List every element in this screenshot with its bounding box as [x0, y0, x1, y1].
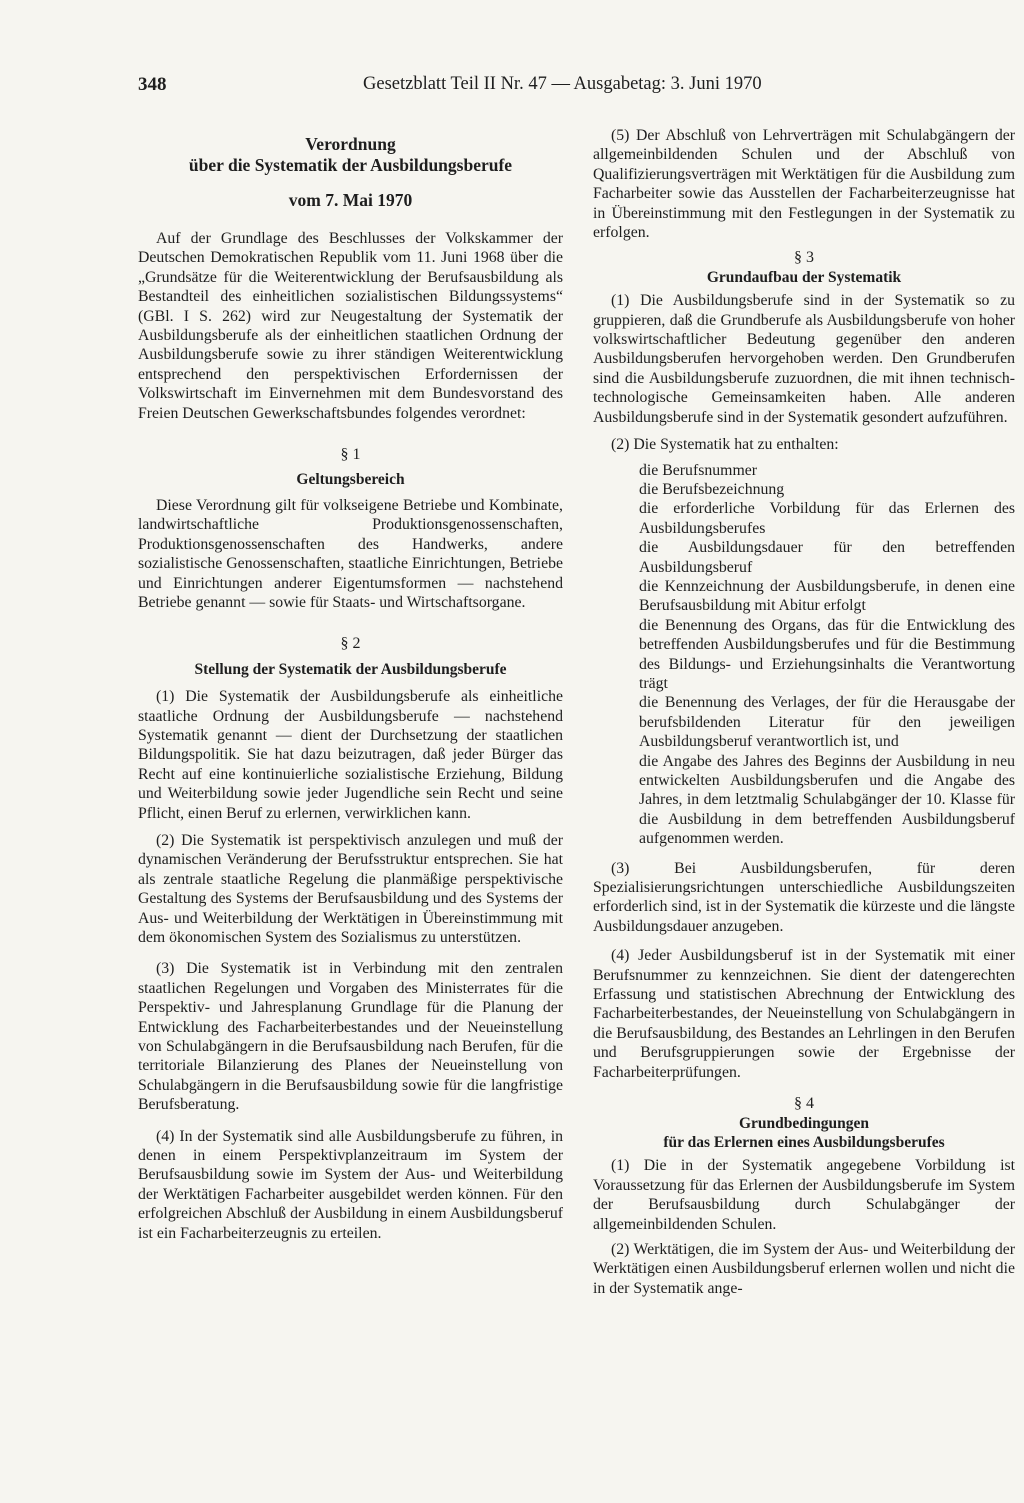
section-1-title: Geltungsbereich: [296, 471, 405, 489]
systematik-contents-list: [593, 461, 1015, 849]
preamble-paragraph: Auf der Grundlage des Beschlusses der Volkskammer der Deutschen Demokratischen Republik vom 11. Juni 1968 über die „Grundsätze für die Weiterentwicklung der Berufsausbildung als Bestandteil des einheitlichen sozialistischen Bildungssystems“ (GBl. I S. 262) wird zur Neugestaltung der Systematik der Ausbildungsberufe als der einheitlichen staatlichen Ordnung der Ausbildungsberufe sowie zu ihrer ständigen Weiterentwicklung entsprechend den perspektivischen Erfordernissen der Volkswirtschaft im Einvernehmen mit dem Bundesvorstand des Freien Deutschen Gewerkschaftsbundes folgendes verordnet:: [138, 230, 563, 422]
section-2-number: § 2: [340, 635, 361, 653]
page-header: [138, 74, 1018, 104]
section-1-number: § 1: [340, 446, 361, 464]
page-number: 348: [138, 74, 167, 95]
section-2-paragraph-4: (4) In der Systematik sind alle Ausbildungsberufe zu führen, in denen in einem Perspektivplanzeitraum im System der Berufsausbildung sowie im System der Aus- und Weiterbildung der Werktätigen Facharbeiter ausgebildet werden können. Für den erfolgreichen Abschluß der Ausbildung in einem Ausbildungsberuf ist ein Facharbeiterzeugnis zu erteilen.: [138, 1127, 563, 1242]
section-3-paragraph-1: (1) Die Ausbildungsberufe sind in der Systematik so zu gruppieren, daß die Grundberufe als Ausbildungsberufe von hoher volkswirtschaftlicher Bedeutung gegenüber den anderen Ausbildungsberufen hervorgehoben werden. Den Grundberufen sind die Ausbildungsberufe zuzuordnen, die mit ihnen technisch-technologische Gemeinsamkeiten haben. Alle anderen Ausbildungsberufe sind in der Systematik gesondert aufzuführen.: [593, 292, 1015, 426]
gazette-title: Gesetzblatt Teil II Nr. 47 — Ausgabetag: 3. Juni 1970: [363, 74, 762, 94]
section-4-title-line2: für das Erlernen eines Ausbildungsberufes: [663, 1133, 945, 1151]
decree-date: vom 7. Mai 1970: [288, 190, 413, 210]
list-item: die Ausbildungsdauer für den betreffenden Ausbildungsberuf: [639, 539, 1015, 576]
section-3-paragraph-2-intro: (2) Die Systematik hat zu enthalten:: [611, 436, 839, 454]
section-3-number: § 3: [794, 249, 814, 267]
list-item: die Angabe des Jahres des Beginns der Ausbildung in neu entwickelten Ausbildungsberufen und die Angabe des Jahres, in dem letztmalig Schulabgänger der 10. Klasse für die Ausbildung in dem betreffenden Ausbildungsberuf aufgenommen werden.: [639, 752, 1015, 848]
section-2-paragraph-1: (1) Die Systematik der Ausbildungsberufe als einheitliche staatliche Ordnung der Ausbildungsberufe — nachstehend Systematik genannt — dient der Durchsetzung der staatlichen Bildungspolitik. Sie hat dazu beizutragen, daß jeder Bürger das Recht auf eine kontinuierliche sozialistische Erziehung, Bildung und Weiterbildung sowie jeder Jugendliche sein Recht und seine Pflicht, einen Beruf zu erlernen, verwirklichen kann.: [138, 688, 563, 822]
section-2-paragraph-2: (2) Die Systematik ist perspektivisch anzulegen und muß der dynamischen Veränderung der Berufsstruktur entsprechen. Sie hat als zentrale staatliche Regelung die planmäßige perspektivische Gestaltung des Systems der Berufsausbildung und des Systems der Aus- und Weiterbildung der Werktätigen in Übereinstimmung mit dem ökonomischen System des Sozialismus zu unterstützen.: [138, 831, 563, 946]
list-item: die Benennung des Verlages, der für die Herausgabe der berufsbildenden Literatur für den jeweiligen Ausbildungsberuf verantwortlich ist, und: [639, 694, 1015, 751]
list-item: die Benennung des Organs, das für die Entwicklung des betreffenden Ausbildungsberufes und für die Bestimmung des Bildungs- und Erziehungsinhalts die Verantwortung trägt: [639, 616, 1015, 692]
right-column: [593, 126, 1015, 1298]
section-3-paragraph-3: (3) Bei Ausbildungsberufen, für deren Spezialisierungsrichtungen unterschiedliche Ausbildungszeiten erforderlich sind, ist in der Systematik die kürzeste und die längste Ausbildungsdauer anzugeben.: [593, 859, 1015, 935]
left-column: [138, 126, 563, 1243]
section-4-number: § 4: [794, 1095, 814, 1113]
section-3-title: Grundaufbau der Systematik: [706, 268, 902, 286]
section-4-paragraph-1: (1) Die in der Systematik angegebene Vorbildung ist Voraussetzung für das Erlernen der Ausbildungsberufe im System der Berufsausbildung durch Schulabgänger der allgemeinbildenden Schulen.: [593, 1157, 1015, 1233]
section-1-text: Diese Verordnung gilt für volkseigene Betriebe und Kombinate, landwirtschaftliche Produktionsgenossenschaften, Produktionsgenossenschaften des Handwerks, andere sozialistische Genossenschaften, staatliche Einrichtungen, Betriebe und Einrichtungen anderer Eigentumsformen — nachstehend Betriebe genannt — sowie für Staats- und Wirtschaftsorgane.: [138, 496, 563, 611]
section-3-paragraph-4: (4) Jeder Ausbildungsberuf ist in der Systematik mit einer Berufsnummer zu kennzeichnen. Sie dient der datengerechten Erfassung und statistischen Abrechnung der Entwicklung des Facharbeiterbestandes, der Neueinstellung von Schulabgängern in die Berufsausbildung, des Bestandes an Lehrlingen in den Berufen und Berufsgruppierungen sowie der Ergebnisse der Facharbeiterprüfungen.: [593, 947, 1015, 1081]
section-4-title-line1: Grundbedingungen: [738, 1114, 870, 1132]
section-2-paragraph-5: (5) Der Abschluß von Lehrverträgen mit Schulabgängern der allgemeinbildenden Schulen und der Abschluß von Qualifizierungsverträgen mit Werktätigen für die Ausbildung zum Facharbeiter sowie das Ausstellen der Facharbeiterzeugnisse hat in Übereinstimmung mit den Festlegungen in der Systematik zu erfolgen.: [593, 127, 1015, 242]
list-item: die erforderliche Vorbildung für das Erlernen des Ausbildungsberufes: [639, 500, 1015, 537]
decree-title-line1: Verordnung: [305, 134, 396, 154]
section-2-paragraph-3: (3) Die Systematik ist in Verbindung mit den zentralen staatlichen Regelungen und Vorgaben des Ministerrates für die Perspektiv- und Jahresplanung Grundlage für die Planung der Entwicklung des Facharbeiterbestandes und der Neueinstellung von Schulabgängern in die Berufsausbildung nach Berufen, für die territoriale Bilanzierung des Planes der Neueinstellung von Schulabgängern in die Berufsausbildung sowie für die langfristige Berufsberatung.: [138, 960, 563, 1114]
list-item: die Kennzeichnung der Ausbildungsberufe, in denen eine Berufsausbildung mit Abitur erfolgt: [639, 577, 1015, 615]
list-item: die Berufsbezeichnung: [639, 480, 785, 498]
section-4-paragraph-2: (2) Werktätigen, die im System der Aus- und Weiterbildung der Werktätigen einen Ausbildungsberuf erlernen wollen und nicht die in der Systematik ange-: [593, 1240, 1015, 1297]
list-item: die Berufsnummer: [639, 461, 758, 479]
decree-title-line2: über die Systematik der Ausbildungsberufe: [188, 155, 513, 175]
section-2-title: Stellung der Systematik der Ausbildungsberufe: [194, 660, 507, 678]
